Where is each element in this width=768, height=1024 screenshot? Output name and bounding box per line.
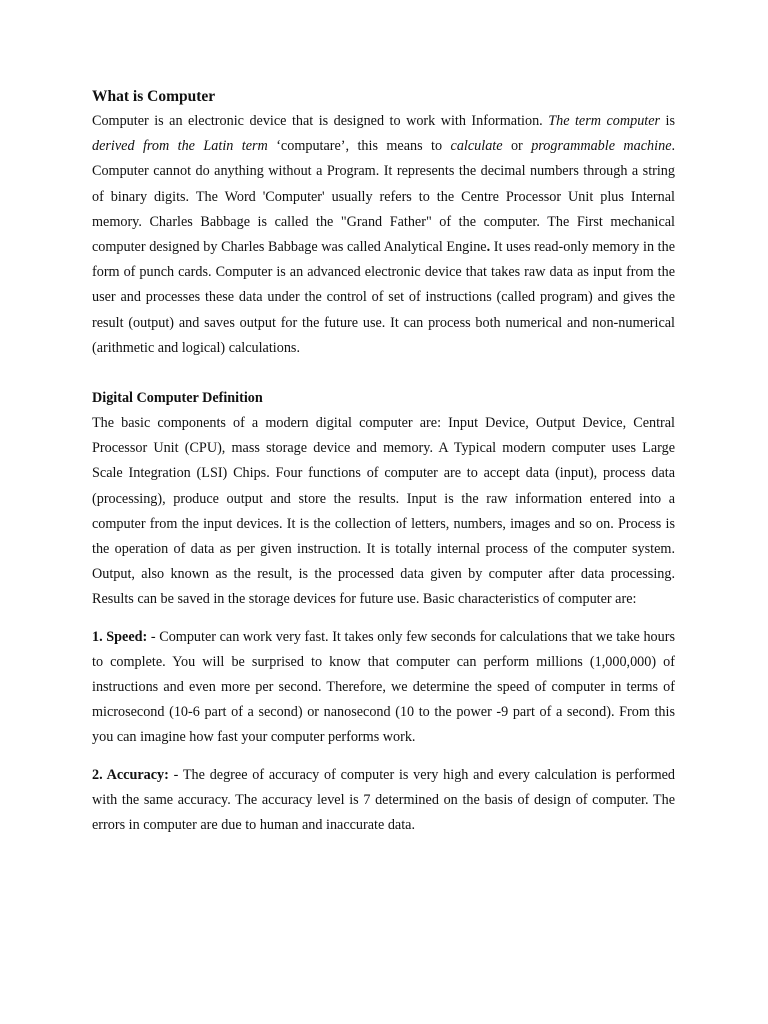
characteristic-text: - The degree of accuracy of computer is very high and every calculation is performed with the same accuracy. The accuracy level is 7 determined on the basis of design of computer. The errors in computer are due to human and inaccurate data. [92, 766, 675, 834]
characteristic-speed [92, 625, 675, 751]
italic-run: calculate [450, 138, 503, 155]
italic-run: programmable machine [531, 138, 672, 155]
section-title-what-is-computer [92, 84, 675, 109]
characteristic-text: - Computer can work very fast. It takes only few seconds for calculations that we take hours to complete. You will be surprised to know that computer can perform millions (1,000,000) of instructions and even more per second. Therefore, we determine the speed of computer in terms of microsecond (10-6 part of a second) or nanosecond (10 to the power -9 part of a second). From this you can imagine how fast your computer performs work. [92, 628, 675, 746]
section-heading-digital-computer: Digital Computer Definition [92, 390, 263, 407]
italic-run: The term computer [548, 113, 661, 129]
what-is-computer-paragraph [92, 109, 675, 361]
characteristic-label: 2. Accuracy: [92, 766, 169, 783]
title-part-1: What is [92, 88, 144, 105]
characteristic-label: 1. Speed: [92, 628, 148, 645]
digital-computer-paragraph: The basic components of a modern digital computer are: Input Device, Output Device, Central Processor Unit (CPU), mass storage device and memory. A Typical modern computer uses Large Scale Integration (LSI) Chips. Four functions of computer are to accept data (input), process data (processing), produce output and store the results. Input is the raw information entered into a computer from the input devices. It is the collection of letters, numbers, images and so on. Process is the operation of data as per given instruction. It is totally internal process of the computer system. Output, also known as the result, is the processed data given by computer after data processing. Results can be saved in the storage devices for future use. Basic characteristics of computer are: [92, 415, 675, 608]
bold-run: . [486, 239, 491, 256]
italic-run: derived from the Latin term [92, 138, 268, 155]
text-run: . Computer cannot do anything without a Program. It represents the decimal numbers through a string of binary digits. The Word 'Computer' usually refers to the Centre Processor Unit plus Internal memory. Charles Babbage is called the "Grand Father" of the computer. The First mechanical computer designed by Charles Babbage was called Analytical Engine [92, 138, 676, 256]
text-run: or [510, 138, 523, 155]
text-run: Computer is an electronic device that is designed to work with Information. [92, 113, 543, 129]
text-run: ‘computare’, this means to [276, 138, 443, 155]
document-page [92, 84, 675, 838]
text-run: is [665, 113, 676, 129]
title-part-2: Computer [147, 88, 216, 105]
text-run: It uses read-only memory in the form of punch cards. Computer is an advanced electronic device that takes raw data as input from the user and processes these data under the control of set of instructions (called program) and gives the result (output) and saves output for the future use. It can process both numerical and non-numerical (arithmetic and logical) calculations. [92, 239, 675, 356]
characteristic-accuracy [92, 763, 675, 839]
